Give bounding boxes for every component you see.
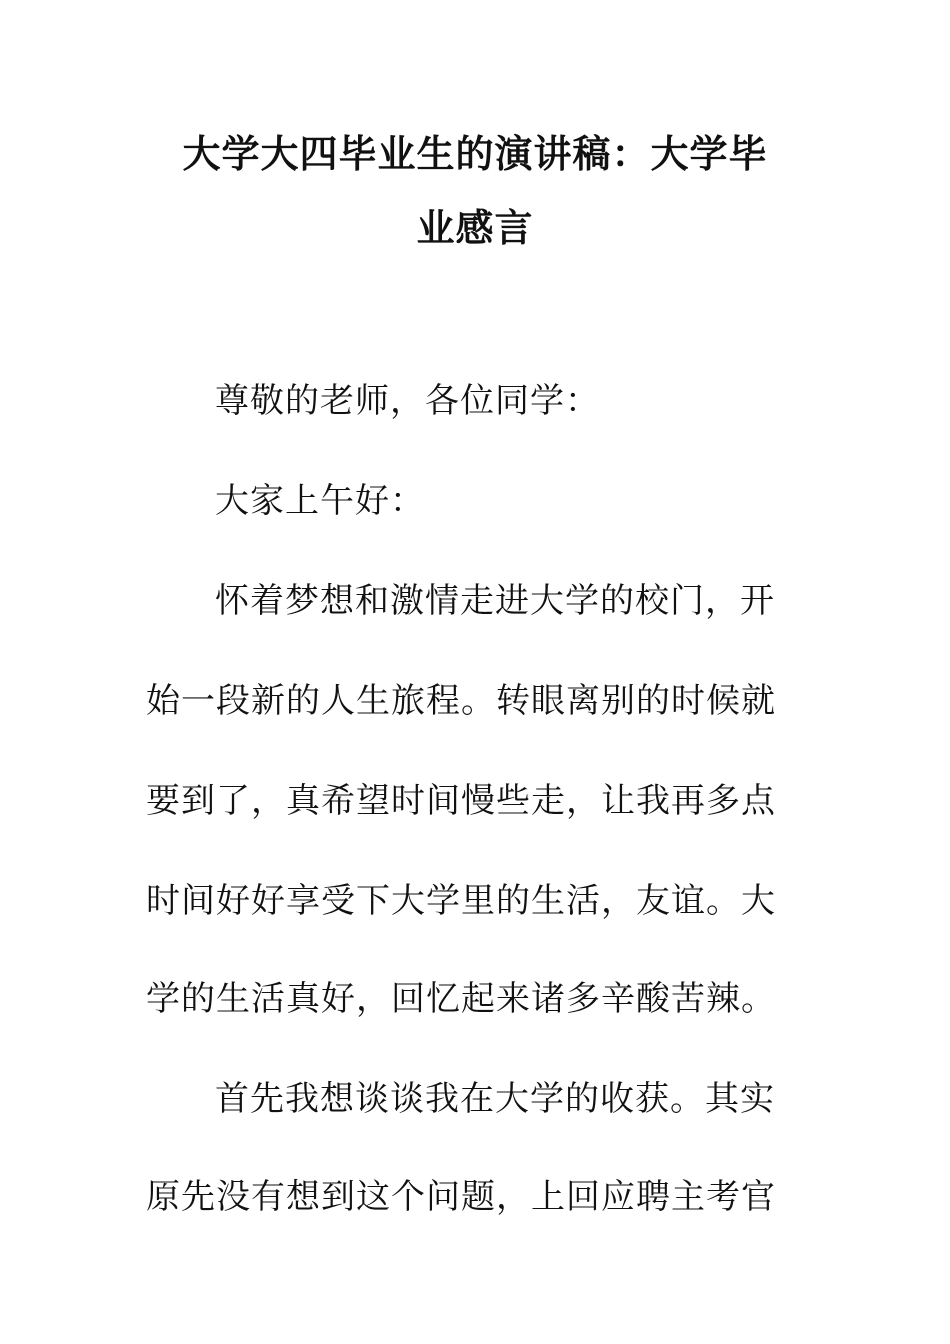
- paragraph-2-line-1: 首先我想谈谈我在大学的收获。其实: [215, 1079, 775, 1119]
- paragraph-1-line-1: 怀着梦想和激情走进大学的校门，开: [215, 581, 775, 621]
- greeting-line: 大家上午好：: [215, 481, 425, 521]
- paragraph-1-line-2: 始一段新的人生旅程。转眼离别的时候就: [146, 681, 776, 721]
- paragraph-1-line-4: 时间好好享受下大学里的生活，友谊。大: [146, 881, 776, 921]
- paragraph-1-line-3: 要到了，真希望时间慢些走，让我再多点: [146, 781, 776, 821]
- salutation-line: 尊敬的老师，各位同学：: [215, 381, 600, 421]
- document-title-line-1: 大学大四毕业生的演讲稿：大学毕: [182, 132, 768, 176]
- document-title-line-2: 业感言: [416, 206, 534, 250]
- paragraph-1-line-5: 学的生活真好，回忆起来诸多辛酸苦辣。: [146, 979, 776, 1019]
- paragraph-2-line-2: 原先没有想到这个问题，上回应聘主考官: [146, 1177, 776, 1217]
